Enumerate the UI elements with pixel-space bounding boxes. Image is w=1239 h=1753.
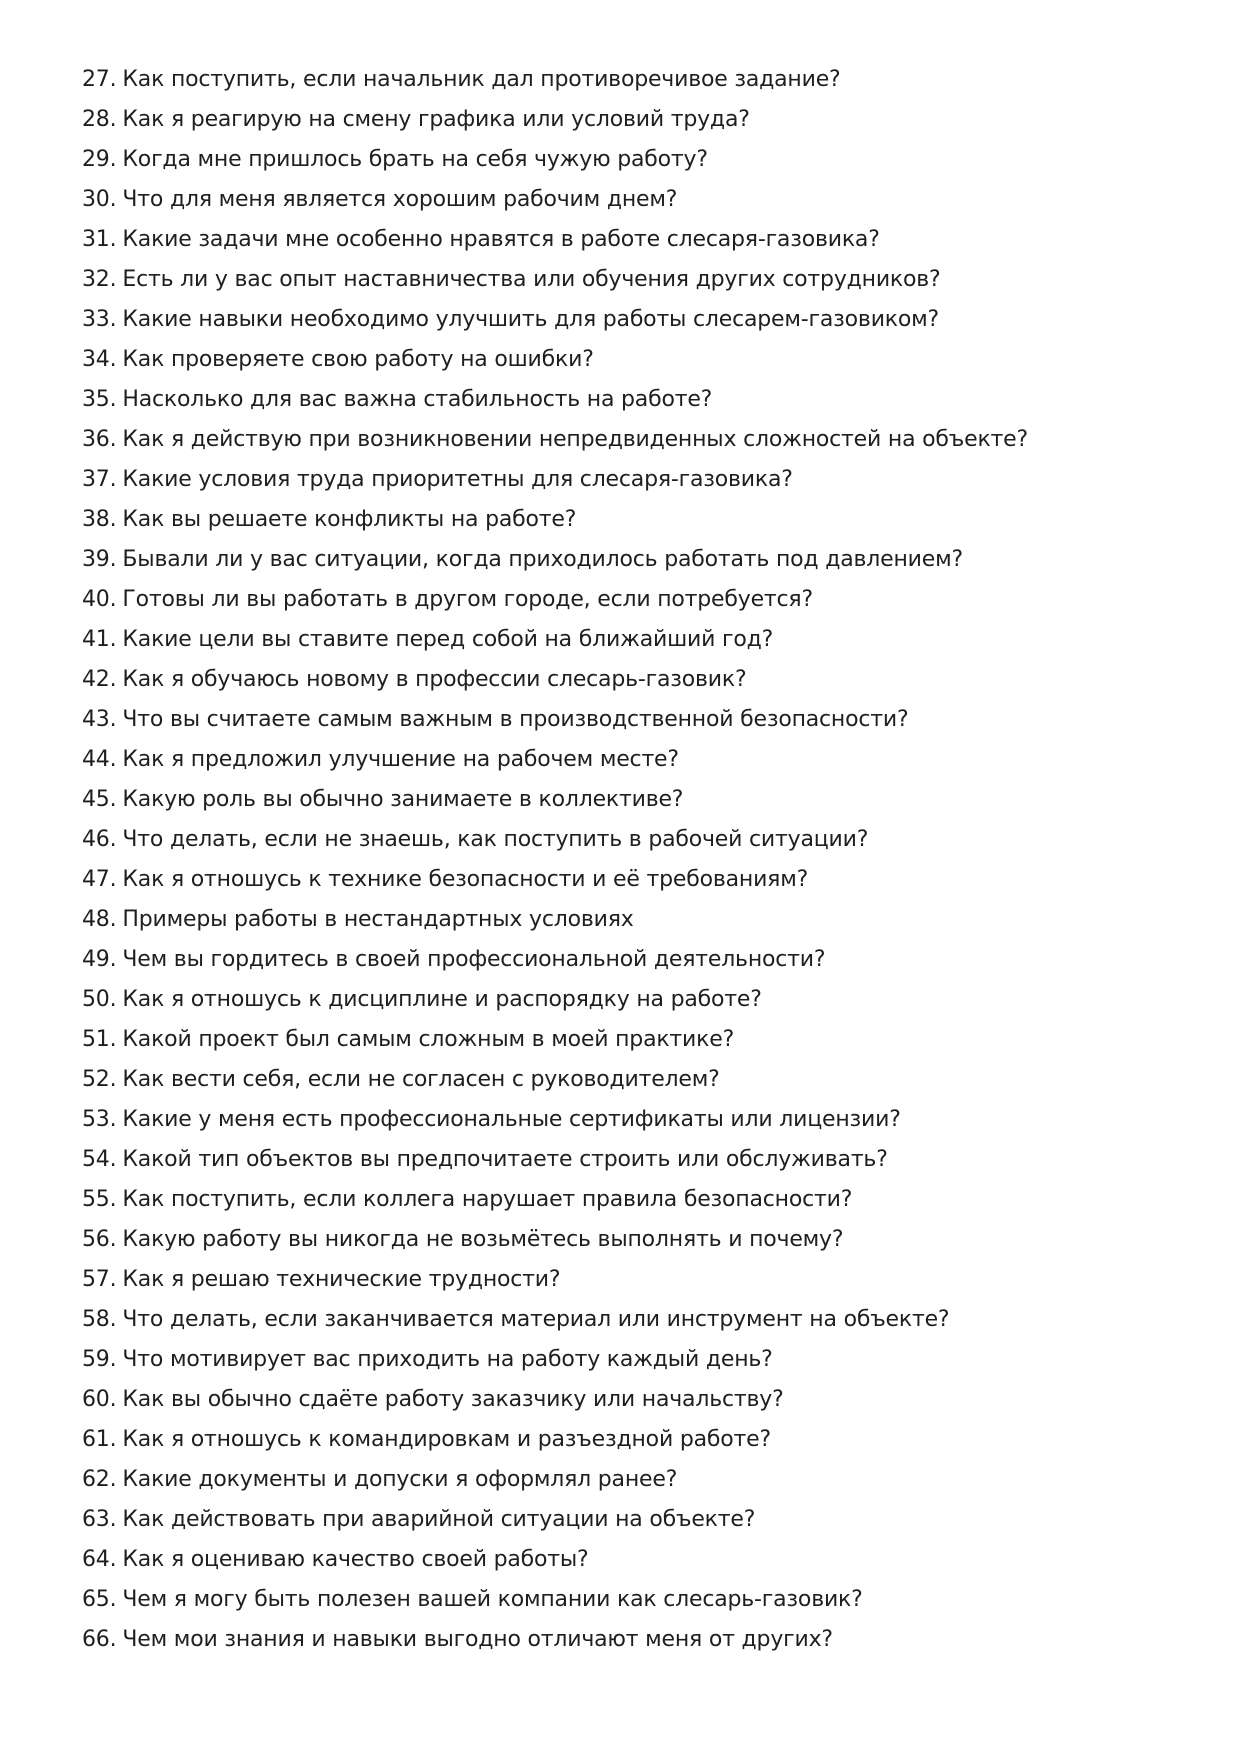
- question-text: Какие у меня есть профессиональные сертификаты или лицензии?: [122, 1107, 901, 1132]
- question-item: [82, 1620, 1182, 1660]
- question-item: [82, 860, 1182, 900]
- question-number: 43.: [82, 707, 117, 732]
- question-text: Как я отношусь к дисциплине и распорядку на работе?: [122, 987, 762, 1012]
- question-text: Какую работу вы никогда не возьмётесь выполнять и почему?: [122, 1227, 844, 1252]
- question-text: Какие условия труда приоритетны для слесаря-газовика?: [122, 467, 793, 492]
- question-number: 27.: [82, 67, 117, 92]
- question-text: Какие документы и допуски я оформлял ранее?: [122, 1467, 678, 1492]
- question-item: [82, 460, 1182, 500]
- question-number: 32.: [82, 267, 117, 292]
- question-item: [82, 780, 1182, 820]
- question-text: Как поступить, если начальник дал противоречивое задание?: [122, 67, 841, 92]
- question-number: 44.: [82, 747, 117, 772]
- question-item: [82, 1500, 1182, 1540]
- question-text: Как я отношусь к командировкам и разъездной работе?: [122, 1427, 771, 1452]
- question-text: Что для меня является хорошим рабочим днем?: [122, 187, 678, 212]
- question-text: Какой тип объектов вы предпочитаете строить или обслуживать?: [122, 1147, 888, 1172]
- question-number: 28.: [82, 107, 117, 132]
- question-list: [82, 60, 1182, 1660]
- question-item: [82, 1180, 1182, 1220]
- question-item: [82, 740, 1182, 780]
- question-text: Какие навыки необходимо улучшить для работы слесарем-газовиком?: [122, 307, 940, 332]
- question-text: Чем я могу быть полезен вашей компании как слесарь-газовик?: [122, 1587, 863, 1612]
- question-number: 37.: [82, 467, 117, 492]
- question-item: [82, 100, 1182, 140]
- question-number: 30.: [82, 187, 117, 212]
- question-item: [82, 1460, 1182, 1500]
- question-text: Чем мои знания и навыки выгодно отличают меня от других?: [122, 1627, 833, 1652]
- question-item: [82, 500, 1182, 540]
- question-item: [82, 1300, 1182, 1340]
- question-text: Что вы считаете самым важным в производственной безопасности?: [122, 707, 909, 732]
- question-item: [82, 380, 1182, 420]
- question-number: 45.: [82, 787, 117, 812]
- question-number: 46.: [82, 827, 117, 852]
- question-text: Как вы обычно сдаёте работу заказчику или начальству?: [122, 1387, 784, 1412]
- question-item: [82, 940, 1182, 980]
- question-number: 59.: [82, 1347, 117, 1372]
- question-number: 63.: [82, 1507, 117, 1532]
- question-number: 39.: [82, 547, 117, 572]
- question-number: 64.: [82, 1547, 117, 1572]
- question-item: [82, 1420, 1182, 1460]
- question-item: [82, 820, 1182, 860]
- question-text: Насколько для вас важна стабильность на работе?: [122, 387, 713, 412]
- question-item: [82, 980, 1182, 1020]
- question-item: [82, 180, 1182, 220]
- question-text: Что мотивирует вас приходить на работу каждый день?: [122, 1347, 773, 1372]
- question-text: Как я предложил улучшение на рабочем месте?: [122, 747, 679, 772]
- question-item: [82, 260, 1182, 300]
- question-number: 54.: [82, 1147, 117, 1172]
- question-text: Какую роль вы обычно занимаете в коллективе?: [122, 787, 684, 812]
- question-text: Как я отношусь к технике безопасности и её требованиям?: [122, 867, 809, 892]
- question-number: 66.: [82, 1627, 117, 1652]
- question-item: [82, 1380, 1182, 1420]
- question-text: Какие задачи мне особенно нравятся в работе слесаря-газовика?: [122, 227, 880, 252]
- question-text: Как я обучаюсь новому в профессии слесарь-газовик?: [122, 667, 747, 692]
- question-item: [82, 60, 1182, 100]
- question-text: Что делать, если заканчивается материал или инструмент на объекте?: [122, 1307, 950, 1332]
- question-text: Как я решаю технические трудности?: [122, 1267, 561, 1292]
- question-number: 51.: [82, 1027, 117, 1052]
- question-text: Как поступить, если коллега нарушает правила безопасности?: [122, 1187, 853, 1212]
- question-number: 36.: [82, 427, 117, 452]
- question-item: [82, 1140, 1182, 1180]
- question-item: [82, 1220, 1182, 1260]
- question-item: [82, 620, 1182, 660]
- question-number: 33.: [82, 307, 117, 332]
- question-text: Как вы решаете конфликты на работе?: [122, 507, 577, 532]
- question-text: Что делать, если не знаешь, как поступить в рабочей ситуации?: [122, 827, 869, 852]
- question-number: 62.: [82, 1467, 117, 1492]
- question-number: 40.: [82, 587, 117, 612]
- question-number: 56.: [82, 1227, 117, 1252]
- question-number: 50.: [82, 987, 117, 1012]
- question-text: Готовы ли вы работать в другом городе, если потребуется?: [122, 587, 813, 612]
- question-text: Как вести себя, если не согласен с руководителем?: [122, 1067, 720, 1092]
- question-text: Как я оцениваю качество своей работы?: [122, 1547, 589, 1572]
- question-text: Как я действую при возникновении непредвиденных сложностей на объекте?: [122, 427, 1028, 452]
- question-number: 42.: [82, 667, 117, 692]
- question-item: [82, 1340, 1182, 1380]
- question-item: [82, 220, 1182, 260]
- question-number: 48.: [82, 907, 117, 932]
- question-number: 60.: [82, 1387, 117, 1412]
- question-item: [82, 1060, 1182, 1100]
- question-item: [82, 660, 1182, 700]
- question-number: 41.: [82, 627, 117, 652]
- question-text: Чем вы гордитесь в своей профессиональной деятельности?: [122, 947, 826, 972]
- question-item: [82, 700, 1182, 740]
- question-item: [82, 540, 1182, 580]
- question-item: [82, 300, 1182, 340]
- question-number: 29.: [82, 147, 117, 172]
- question-item: [82, 1020, 1182, 1060]
- question-text: Как проверяете свою работу на ошибки?: [122, 347, 594, 372]
- question-item: [82, 1260, 1182, 1300]
- question-item: [82, 1580, 1182, 1620]
- question-number: 65.: [82, 1587, 117, 1612]
- question-item: [82, 1540, 1182, 1580]
- question-text: Когда мне пришлось брать на себя чужую работу?: [122, 147, 708, 172]
- question-text: Есть ли у вас опыт наставничества или обучения других сотрудников?: [122, 267, 941, 292]
- question-number: 49.: [82, 947, 117, 972]
- question-item: [82, 1100, 1182, 1140]
- question-number: 57.: [82, 1267, 117, 1292]
- question-item: [82, 900, 1182, 940]
- question-item: [82, 580, 1182, 620]
- question-number: 61.: [82, 1427, 117, 1452]
- question-text: Примеры работы в нестандартных условиях: [122, 907, 634, 932]
- question-number: 35.: [82, 387, 117, 412]
- question-number: 58.: [82, 1307, 117, 1332]
- question-number: 55.: [82, 1187, 117, 1212]
- question-number: 38.: [82, 507, 117, 532]
- question-number: 31.: [82, 227, 117, 252]
- question-text: Как действовать при аварийной ситуации на объекте?: [122, 1507, 756, 1532]
- question-text: Какие цели вы ставите перед собой на ближайший год?: [122, 627, 774, 652]
- question-text: Как я реагирую на смену графика или условий труда?: [122, 107, 750, 132]
- question-number: 53.: [82, 1107, 117, 1132]
- question-item: [82, 140, 1182, 180]
- question-item: [82, 420, 1182, 460]
- question-number: 34.: [82, 347, 117, 372]
- question-text: Бывали ли у вас ситуации, когда приходилось работать под давлением?: [122, 547, 963, 572]
- question-text: Какой проект был самым сложным в моей практике?: [122, 1027, 735, 1052]
- question-item: [82, 340, 1182, 380]
- question-number: 47.: [82, 867, 117, 892]
- question-number: 52.: [82, 1067, 117, 1092]
